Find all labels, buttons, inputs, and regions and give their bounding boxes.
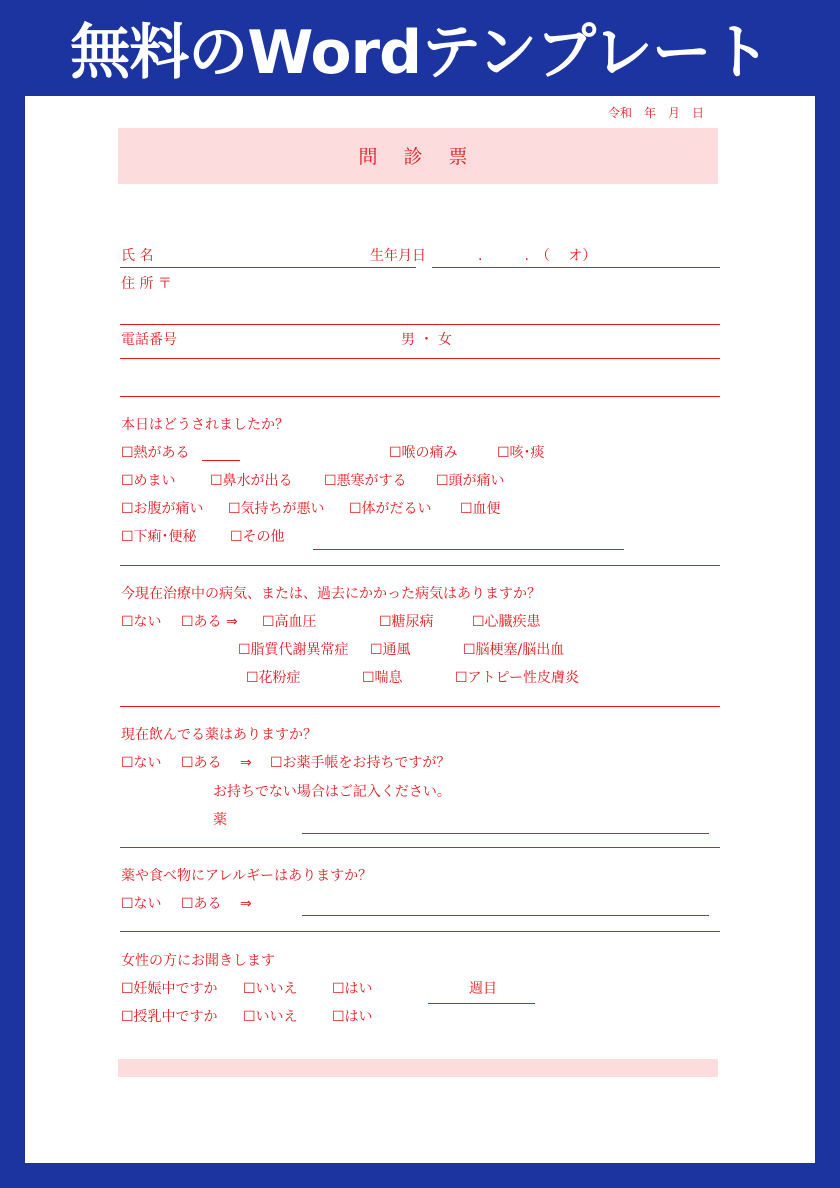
medication-note: お持ちでない場合はご記入ください。 (213, 784, 451, 800)
arrow-icon: ⇒ (240, 896, 252, 912)
section-divider (120, 565, 720, 566)
medication-no[interactable]: ☐ない (121, 755, 162, 771)
weeks-field[interactable] (428, 1003, 535, 1004)
name-field[interactable] (120, 267, 416, 268)
drug-label: 薬 (213, 812, 227, 828)
pregnant-question[interactable]: ☐妊娠中ですか (121, 981, 218, 997)
symptoms-question: 本日はどうされましたか？ (121, 417, 289, 433)
section-divider (120, 396, 720, 397)
footer-bar (118, 1059, 718, 1077)
weeks-label: 週目 (469, 981, 497, 997)
history-dyslipidemia[interactable]: ☐脂質代謝異常症 (238, 642, 349, 658)
allergy-no[interactable]: ☐ない (121, 896, 162, 912)
birthdate-field[interactable] (432, 267, 720, 268)
phone-field[interactable] (120, 358, 720, 359)
date-field[interactable]: 令和 年 月 日 (608, 106, 705, 120)
address-field[interactable] (120, 324, 720, 325)
symptom-other[interactable]: ☐その他 (230, 529, 285, 545)
nursing-question[interactable]: ☐授乳中ですか (121, 1009, 218, 1025)
allergy-question: 薬や食べ物にアレルギーはありますか？ (121, 868, 373, 884)
gender-options[interactable]: 男 ・ 女 (401, 332, 452, 348)
phone-label: 電話番号 (121, 332, 177, 348)
symptom-stomachache[interactable]: ☐お腹が痛い (121, 501, 204, 517)
medication-question: 現在飲んでる薬はありますか？ (121, 727, 317, 743)
name-label: 氏 名 (121, 248, 154, 264)
allergy-field[interactable] (302, 915, 709, 916)
drug-field[interactable] (302, 833, 709, 834)
banner-title: 無料のWordテンプレート (70, 18, 770, 88)
symptom-dizziness[interactable]: ☐めまい (121, 473, 176, 489)
nursing-no[interactable]: ☐いいえ (243, 1009, 298, 1025)
history-no[interactable]: ☐ない (121, 614, 162, 630)
history-hypertension[interactable]: ☐高血圧 (262, 614, 317, 630)
birthdate-template: . . （ オ） (478, 248, 597, 264)
allergy-yes[interactable]: ☐ある (181, 896, 222, 912)
section-divider (120, 931, 720, 932)
pregnant-no[interactable]: ☐いいえ (243, 981, 298, 997)
symptom-sore-throat[interactable]: ☐喉の痛み (389, 445, 458, 461)
fever-temp-field[interactable] (202, 460, 240, 461)
symptom-chills[interactable]: ☐悪寒がする (324, 473, 407, 489)
symptom-runny-nose[interactable]: ☐鼻水が出る (210, 473, 293, 489)
document-title: 問 診 票 (358, 146, 478, 168)
history-heart-disease[interactable]: ☐心臓疾患 (472, 614, 541, 630)
arrow-icon: ⇒ (240, 755, 252, 771)
section-divider (120, 847, 720, 848)
history-stroke[interactable]: ☐脳梗塞/脳出血 (463, 642, 565, 658)
history-diabetes[interactable]: ☐糖尿病 (379, 614, 434, 630)
female-question: 女性の方にお聞きします (121, 953, 275, 969)
history-gout[interactable]: ☐通風 (370, 642, 411, 658)
nursing-yes[interactable]: ☐はい (332, 1009, 373, 1025)
pregnant-yes[interactable]: ☐はい (332, 981, 373, 997)
address-label: 住 所 〒 (121, 276, 172, 292)
medication-notebook[interactable]: ☐お薬手帳をお持ちですが？ (270, 755, 451, 771)
symptom-bloody-stool[interactable]: ☐血便 (460, 501, 501, 517)
symptom-nausea[interactable]: ☐気持ちが悪い (228, 501, 325, 517)
symptom-fatigue[interactable]: ☐体がだるい (349, 501, 432, 517)
symptom-headache[interactable]: ☐頭が痛い (436, 473, 505, 489)
history-question: 今現在治療中の病気、または、過去にかかった病気はありますか？ (121, 586, 541, 602)
site-banner (0, 0, 840, 96)
history-yes[interactable]: ☐ある ⇒ (181, 614, 238, 630)
medication-yes[interactable]: ☐ある (181, 755, 222, 771)
symptom-other-field[interactable] (313, 549, 624, 550)
symptom-cough[interactable]: ☐咳･痰 (497, 445, 545, 461)
history-asthma[interactable]: ☐喘息 (362, 670, 403, 686)
symptom-diarrhea[interactable]: ☐下痢･便秘 (121, 529, 197, 545)
symptom-fever[interactable]: ☐熱がある (121, 445, 190, 461)
history-atopic-dermatitis[interactable]: ☐アトピー性皮膚炎 (455, 670, 579, 686)
birthdate-label: 生年月日 (370, 248, 426, 264)
history-hay-fever[interactable]: ☐花粉症 (246, 670, 301, 686)
section-divider (120, 706, 720, 707)
